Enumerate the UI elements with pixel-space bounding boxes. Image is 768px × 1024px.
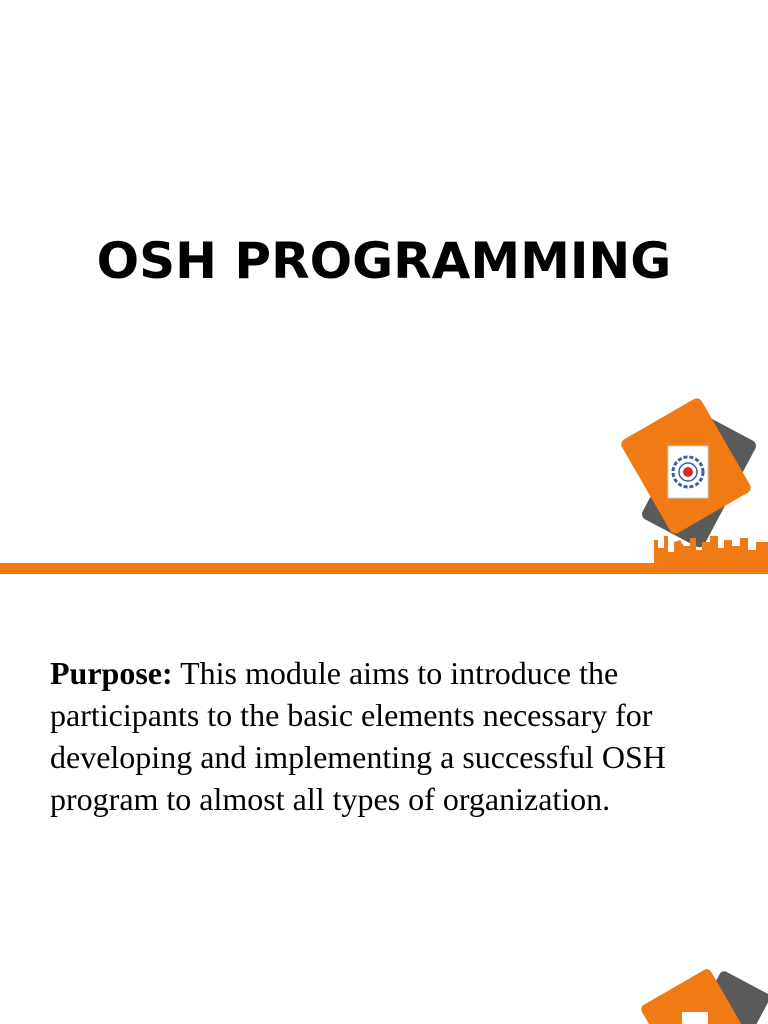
slide-title: OSH PROGRAMMING: [96, 232, 672, 290]
purpose-body: This module aims to introduce the participants to the basic elements necessary for developing and implementing a successful OSH program to almost all types of organization.: [50, 655, 666, 817]
logo-decoration: [620, 390, 768, 568]
corner-decoration: [630, 968, 768, 1024]
footer-bar: [0, 563, 768, 574]
gear-emblem-icon: [668, 446, 708, 498]
purpose-label: Purpose:: [50, 655, 173, 691]
purpose-paragraph: [50, 652, 740, 820]
content-slide: [0, 576, 768, 1024]
city-skyline-icon: [654, 536, 768, 563]
corner-logo-box: [682, 1012, 708, 1024]
